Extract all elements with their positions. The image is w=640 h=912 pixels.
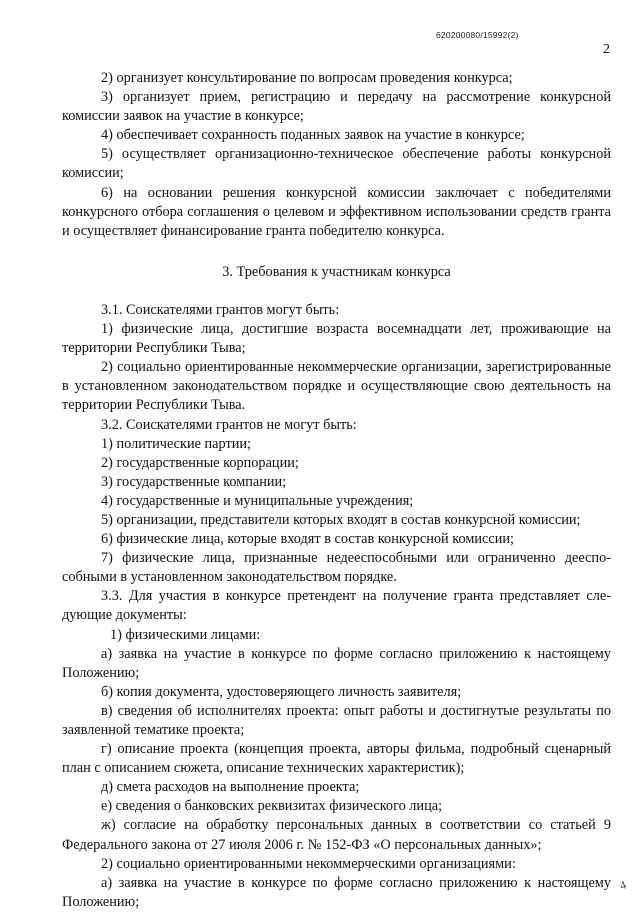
paragraph: г) описание проекта (концепция проекта, авторы фильма, подробный сценарный план с описанием сюжета, описание технических характеристик); (62, 741, 611, 777)
handwritten-mark: 4 (617, 877, 629, 893)
paragraph: 7) физические лица, признанные недееспособными или ограниченно дееспособными в установленном законодательством порядке. (62, 550, 611, 586)
paragraph: 5) осуществляет организационно-техническое обеспечение работы конкурсной комиссии; (62, 146, 611, 182)
section-heading: 3. Требования к участникам конкурса (222, 263, 451, 280)
paragraph: 2) социально ориентированные некоммерческие организации, зарегистрированные в установленном законодательством порядке и осуществляющие свою деятельность на территории Республики Тыва. (62, 359, 611, 414)
paragraph: 4) обеспечивает сохранность поданных заявок на участие в конкурсе; (101, 127, 525, 144)
paragraph: 1) физические лица, достигшие возраста восемнадцати лет, проживающие на территории Республики Тыва; (62, 321, 611, 357)
paragraph: 1) политические партии; (101, 435, 252, 452)
paragraph: а) заявка на участие в конкурсе по форме согласно приложению к настоящему Положению; (62, 645, 611, 681)
paragraph: а) заявка на участие в конкурсе по форме согласно приложению к настоящему Положению; (62, 874, 611, 910)
paragraph: в) сведения об исполнителях проекта: опыт работы и достигнутые результаты по заявленной тематике проекта; (62, 702, 611, 738)
paragraph: 2) организует консультирование по вопросам проведения конкурса; (101, 70, 513, 86)
paragraph: е) сведения о банковских реквизитах физического лица; (101, 798, 443, 815)
paragraph: 3.3. Для участия в конкурсе претендент на получение гранта представляет следующие документы: (62, 588, 611, 624)
document-id: 620200080/15992(2) (436, 30, 519, 40)
paragraph: 2) государственные корпорации; (101, 454, 299, 471)
paragraph: 5) организации, представители которых входят в состав конкурсной комиссии; (101, 511, 581, 528)
page-number: 2 (603, 42, 610, 57)
paragraph: д) смета расходов на выполнение проекта; (101, 779, 360, 796)
paragraph: 3) государственные компании; (101, 473, 287, 490)
paragraph: 6) на основании решения конкурсной комиссии заключает с победителями конкурсного отбора соглашения о целевом и эффективном использовании средств гранта и осуществляет финансирование гранта победителю конкурса. (62, 184, 611, 239)
paragraph: 3.2. Соискателями грантов не могут быть: (101, 416, 357, 433)
paragraph: ж) согласие на обработку персональных данных в соответствии со статьей 9 Федерального закона от 27 июля 2006 г. № 152-ФЗ «О персональных данных»; (62, 817, 611, 853)
paragraph: б) копия документа, удостоверяющего личность заявителя; (101, 683, 462, 700)
paragraph: 1) физическими лицами: (110, 626, 261, 643)
document-body (62, 69, 611, 912)
paragraph: 4) государственные и муниципальные учреждения; (101, 492, 414, 509)
paragraph: 3.1. Соискателями грантов могут быть: (101, 301, 340, 318)
paragraph: 2) социально ориентированными некоммерческими организациями: (101, 855, 516, 872)
paragraph: 3) организует прием, регистрацию и передачу на рассмотрение конкурсной комиссии заявок на участие в конкурсе; (62, 89, 611, 125)
paragraph: 6) физические лица, которые входят в состав конкурсной комиссии; (101, 531, 515, 548)
